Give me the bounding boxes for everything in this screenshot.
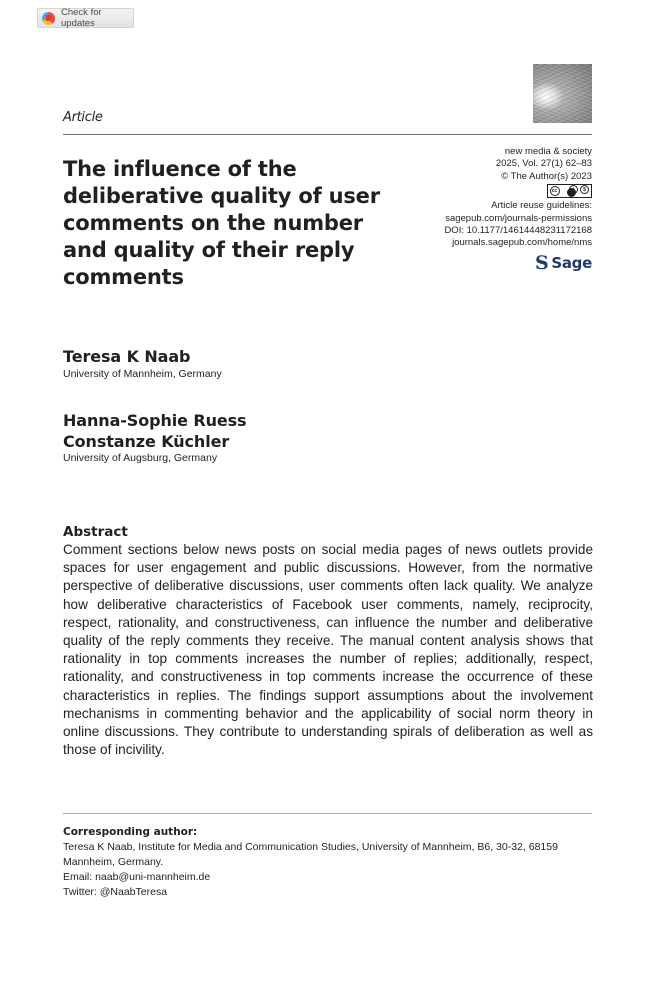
permissions-link[interactable]: sagepub.com/journals-permissions: [445, 212, 592, 224]
sage-logo-text: Sage: [551, 254, 592, 273]
footnote-divider: [63, 813, 592, 814]
article-type-label: Article: [63, 110, 103, 125]
check-for-updates-button[interactable]: [37, 8, 134, 28]
author-affiliation: University of Mannheim, Germany: [63, 368, 222, 380]
sage-s-icon: S: [534, 251, 549, 274]
author-name: Hanna-Sophie Ruess: [63, 411, 247, 430]
journal-name: new media & society: [504, 146, 592, 157]
article-title: The influence of the deliberative quality of user comments on the number and quality of their reply comments: [63, 157, 380, 289]
author-name: Constanze Küchler: [63, 432, 230, 451]
copyright-line: © The Author(s) 2023: [501, 170, 592, 182]
author-affiliation: University of Augsburg, Germany: [63, 452, 218, 464]
sage-logo: [534, 251, 592, 274]
cc-icon: cc: [548, 185, 561, 197]
abstract-heading: Abstract: [63, 524, 128, 540]
journal-volume: 2025, Vol. 27(1) 62–83: [495, 158, 592, 170]
abstract-text: Comment sections below news posts on social media pages of news outlets provide spaces for user engagement and public discussions. However, from the normative perspective of deliberative discussions, user comments often lack quality. We analyze how deliberative characteristics of Facebook user comments, namely, reciprocity, respect, rationality, and constructiveness, can influence the number and deliberative quality of the reply comments they receive. The manual content analysis shows that rationality in top comments increases the number of replies; additionally, respect, rationality, and constructiveness in top comments increase the occurrence of these characteristics in replies. The findings support assumptions about the involvement mechanisms in commenting behavior and the applicability of social norm theory in online discussions. They contribute to understanding spirals of deliberation as well as those of incivility.: [63, 542, 593, 758]
author-name: Teresa K Naab: [63, 347, 191, 366]
cc-license-badge[interactable]: [547, 184, 592, 198]
corresponding-author-twitter[interactable]: Twitter: @NaabTeresa: [63, 886, 168, 898]
check-for-updates-label: Check for updates: [61, 7, 102, 29]
corresponding-author-address: Teresa K Naab, Institute for Media and Communication Studies, University of Mannheim, B6, 30-32, 68159 Mannheim, Germany.: [63, 841, 558, 868]
reuse-guidelines-label: Article reuse guidelines:: [491, 200, 592, 212]
journal-cover-thumbnail: [533, 64, 592, 123]
crossmark-icon: [42, 12, 55, 25]
header-divider: [63, 134, 592, 135]
corresponding-author-email[interactable]: Email: naab@uni-mannheim.de: [63, 871, 211, 883]
corresponding-author-heading: Corresponding author:: [63, 826, 198, 838]
noncommercial-icon: $: [580, 185, 589, 194]
corresponding-author-block: [63, 825, 603, 900]
journal-homepage-link[interactable]: journals.sagepub.com/home/nms: [452, 237, 592, 249]
doi-link[interactable]: DOI: 10.1177/14614448231172168: [444, 225, 592, 237]
journal-meta: [392, 146, 592, 273]
